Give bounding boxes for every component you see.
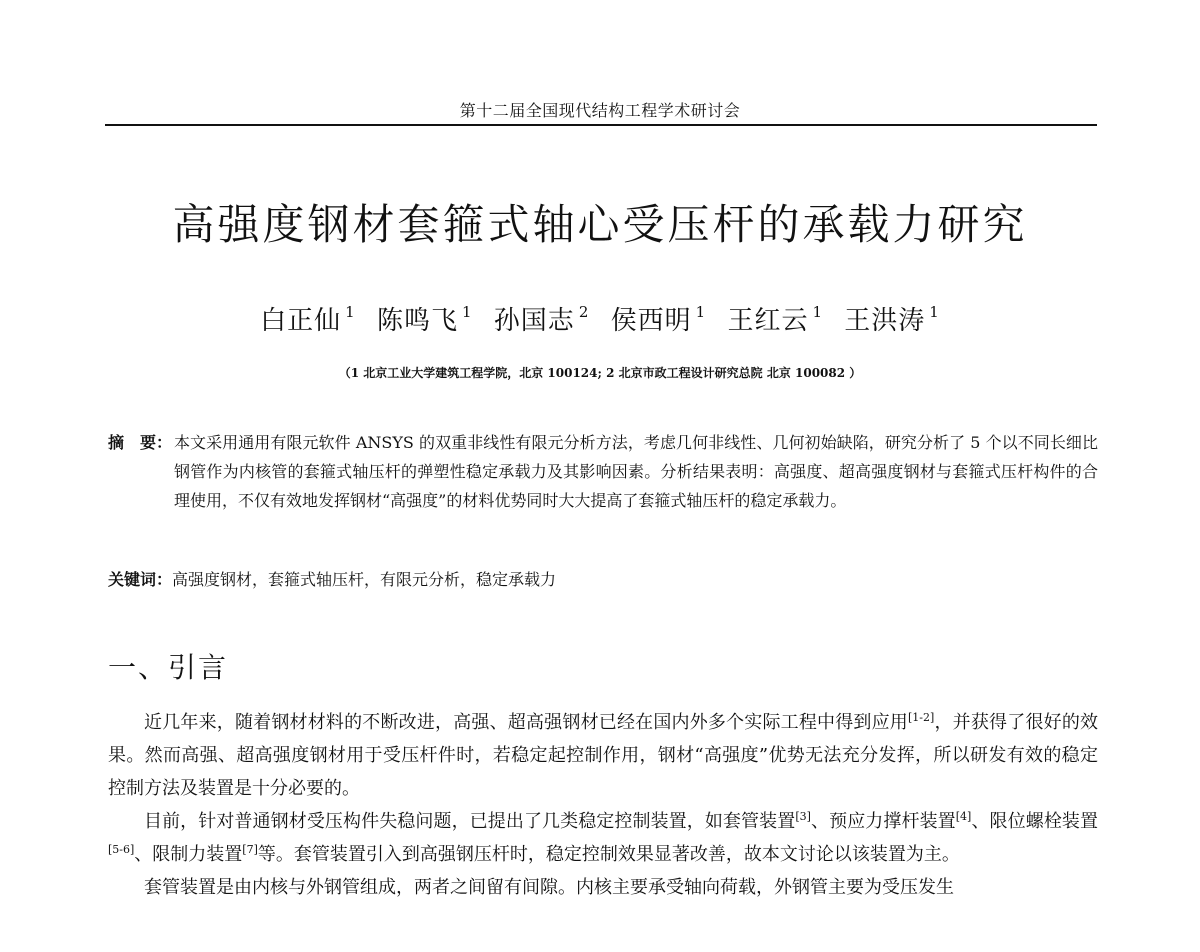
author (844, 300, 940, 337)
author (611, 300, 707, 337)
author-affiliation-mark: 1 (812, 303, 824, 321)
author-name: 王红云 (727, 306, 809, 336)
body-text (108, 706, 1098, 904)
paragraph (108, 871, 1098, 904)
paragraph-text: 近几年来，随着钢材材料的不断改进，高强、超高强钢材已经在国内外多个实际工程中得到应用 (144, 712, 908, 733)
citation: [3] (795, 810, 811, 823)
affiliation-line: （1 北京工业大学建筑工程学院，北京 100124; 2 北京市政工程设计研究总院 北京 100082 ） (338, 366, 862, 380)
paragraph-text: 目前，针对普通钢材受压构件失稳问题，已提出了几类稳定控制装置，如套管装置 (144, 811, 796, 832)
paragraph-text: 、限位螺栓装置 (971, 811, 1099, 832)
author-name: 陈鸣飞 (376, 306, 458, 336)
author-list (0, 300, 1200, 337)
author (727, 300, 823, 337)
author-name: 侯西明 (610, 306, 692, 336)
author (494, 300, 590, 337)
author (377, 300, 473, 337)
author-name: 白正仙 (260, 306, 342, 336)
running-header: 第十二届全国现代结构工程学术研讨会 (459, 101, 741, 120)
author-name: 王洪涛 (844, 306, 926, 336)
author-affiliation-mark: 2 (578, 303, 590, 321)
paragraph-text: 套管装置是由内核与外钢管组成，两者之间留有间隙。内核主要承受轴向荷载，外钢管主要为受压发生 (144, 877, 954, 898)
citation: [7] (242, 843, 258, 856)
abstract (108, 428, 1098, 515)
author-affiliation-mark: 1 (345, 303, 356, 321)
paragraph-text: 、预应力撑杆装置 (810, 811, 956, 832)
citation: [1-2] (908, 711, 935, 724)
author-affiliation-mark: 1 (929, 303, 940, 321)
paragraph (108, 706, 1098, 805)
abstract-text: 本文采用通用有限元软件 ANSYS 的双重非线性有限元分析方法，考虑几何非线性、几何初始缺陷，研究分析了 5 个以不同长细比钢管作为内核管的套箍式轴压杆的弹塑性稳定承载力及其影响因素。分析结果表明：高强度、超高强度钢材与套箍式压杆构件的合理使用，不仅有效地发挥钢材“高强度”的材料优势同时大大提高了套箍式轴压杆的稳定承载力。 (174, 433, 1098, 510)
author-name: 孙国志 (493, 306, 575, 336)
paragraph (108, 805, 1098, 871)
header-rule (105, 124, 1097, 126)
author-affiliation-mark: 1 (695, 303, 707, 321)
keywords-text: 高强度钢材，套箍式轴压杆，有限元分析，稳定承载力 (172, 570, 557, 589)
abstract-label: 摘 要： (108, 433, 173, 452)
citation: [4] (955, 810, 972, 823)
paragraph-text: 、限制力装置 (134, 844, 243, 865)
citation: [5-6] (108, 843, 135, 856)
paper-title: 高强度钢材套箍式轴心受压杆的承载力研究 (172, 200, 1028, 249)
keywords-label: 关键词： (108, 570, 173, 589)
section-heading: 一、引言 (108, 651, 229, 684)
paragraph-text: ，并获得了很好的效果。然而高强、超高强度钢材用于受压杆件时，若稳定起控制作用，钢材“高强度”优势无法充分发挥，所以研发有效的稳定控制方法及装置是十分必要的。 (108, 712, 1099, 799)
author (260, 300, 356, 337)
keywords (108, 568, 1098, 592)
paragraph-text: 等。套管装置引入到高强钢压杆时，稳定控制效果显著改善，故本文讨论以该装置为主。 (257, 844, 960, 865)
author-affiliation-mark: 1 (461, 303, 473, 321)
